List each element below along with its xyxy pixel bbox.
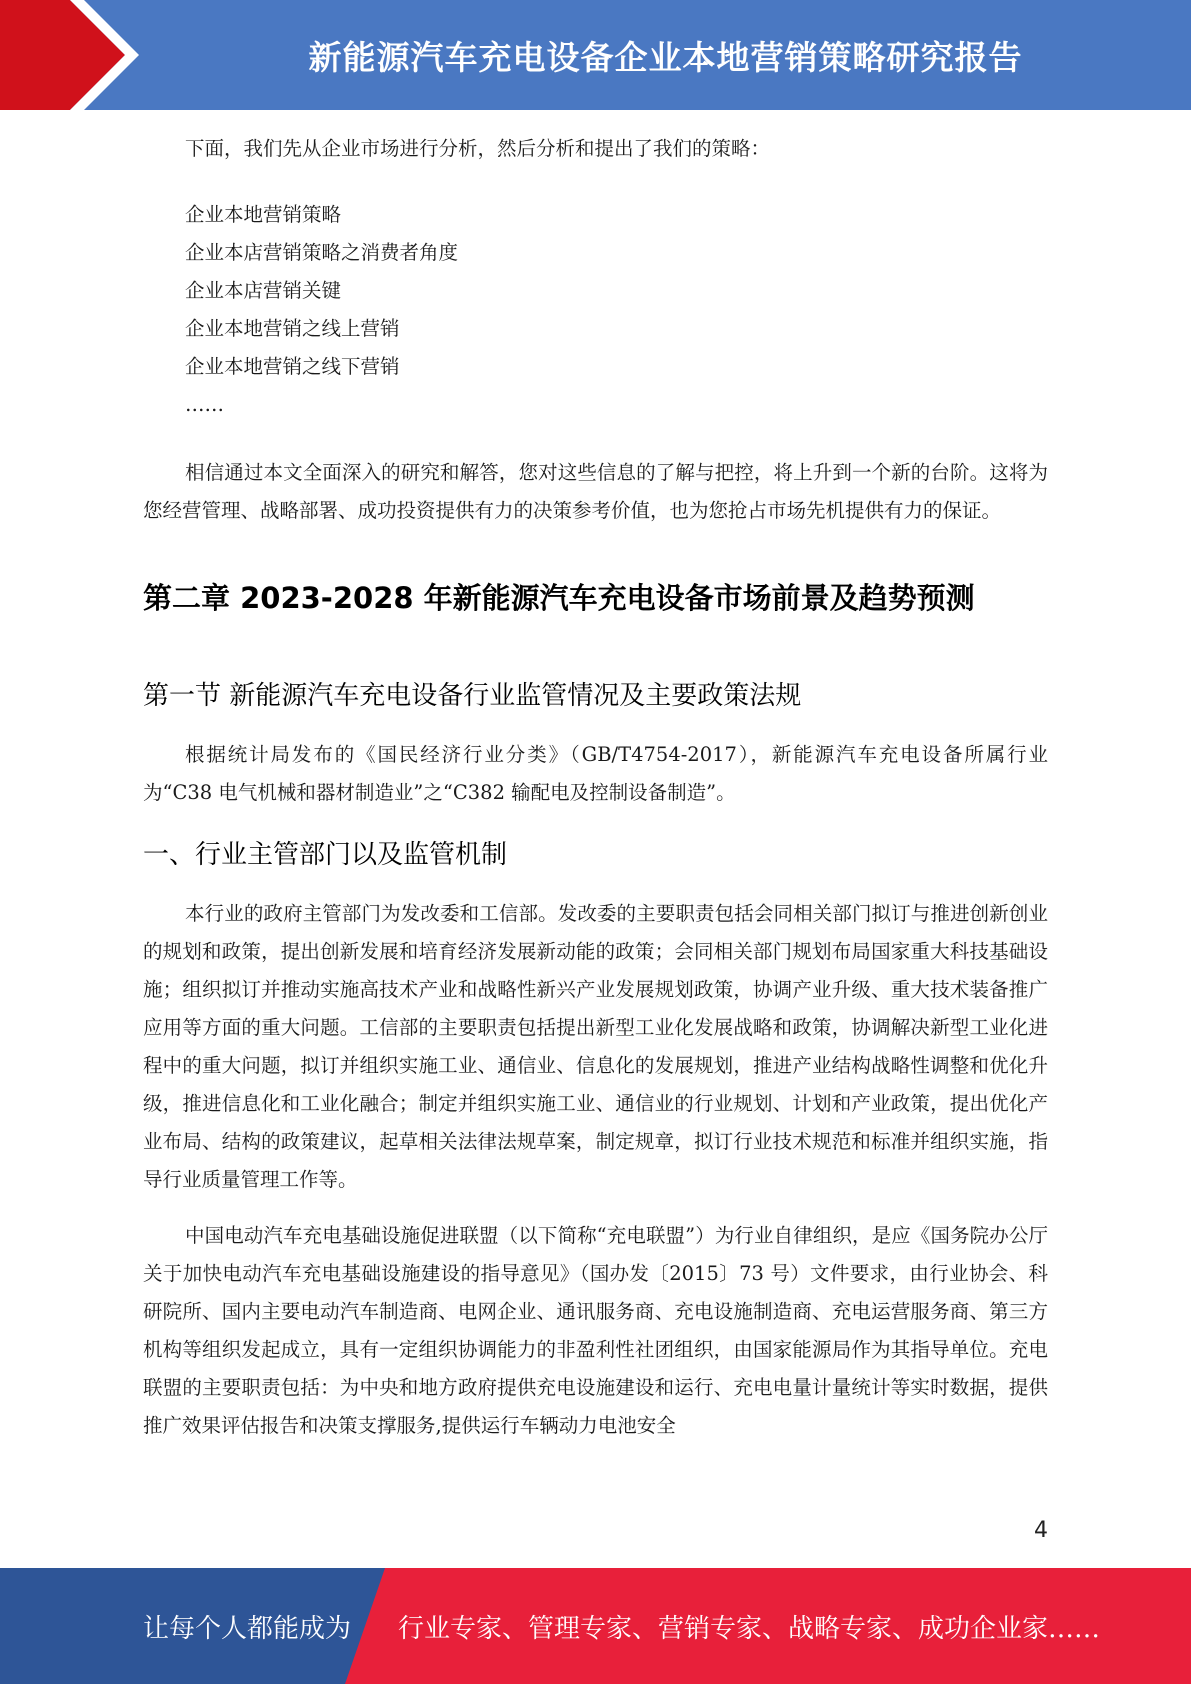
section-paragraph: 根据统计局发布的《国民经济行业分类》（GB/T4754-2017），新能源汽车充电设备所属行业为“C38 电气机械和器材制造业”之“C382 输配电及控制设备制造”。 bbox=[143, 743, 1048, 804]
strategy-list bbox=[143, 196, 1048, 424]
chapter-title: 第二章 2023-2028 年新能源汽车充电设备市场前景及趋势预测 bbox=[143, 581, 975, 615]
list-item: 企业本店营销策略之消费者角度 bbox=[185, 241, 459, 264]
alliance-paragraph: 中国电动汽车充电基础设施促进联盟（以下简称“充电联盟”）为行业自律组织，是应《国务院办公厅关于加快电动汽车充电基础设施建设的指导意见》（国办发〔2015〕73 号）文件要求，由行业协会、科研院所、国内主要电动汽车制造商、电网企业、通讯服务商、充电设施制造商、充电运营服务商、第三方机构等组织发起成立，具有一定组织协调能力的非盈利性社团组织，由国家能源局作为其指导单位。充电联盟的主要职责包括：为中央和地方政府提供充电设施建设和运行、充电电量计量统计等实时数据，提供推广效果评估报告和决策支撑服务,提供运行车辆动力电池安全 bbox=[143, 1224, 1048, 1437]
page-body bbox=[143, 130, 1048, 1445]
intro-paragraph: 下面，我们先从企业市场进行分析，然后分析和提出了我们的策略： bbox=[185, 137, 771, 160]
list-item: 企业本地营销之线上营销 bbox=[185, 317, 400, 340]
list-item: 企业本地营销策略 bbox=[185, 203, 342, 226]
list-item: 企业本店营销关键 bbox=[185, 279, 342, 302]
footer-slogan-left: 让每个人都能成为 bbox=[143, 1613, 352, 1644]
list-item: …… bbox=[185, 393, 224, 416]
page-footer bbox=[0, 1568, 1191, 1684]
section-title: 第一节 新能源汽车充电设备行业监管情况及主要政策法规 bbox=[143, 681, 802, 711]
subsection-title: 一、行业主管部门以及监管机制 bbox=[143, 840, 508, 870]
regulator-paragraph: 本行业的政府主管部门为发改委和工信部。发改委的主要职责包括会同相关部门拟订与推进创新创业的规划和政策，提出创新发展和培育经济发展新动能的政策；会同相关部门规划布局国家重大科技基础设施；组织拟订并推动实施高技术产业和战略性新兴产业发展规划政策，协调产业升级、重大技术装备推广应用等方面的重大问题。工信部的主要职责包括提出新型工业化发展战略和政策，协调解决新型工业化进程中的重大问题，拟订并组织实施工业、通信业、信息化的发展规划，推进产业结构战略性调整和优化升级，推进信息化和工业化融合；制定并组织实施工业、通信业的行业规划、计划和产业政策，提出优化产业布局、结构的政策建议，起草相关法律法规草案，制定规章，拟订行业技术规范和标准并组织实施，指导行业质量管理工作等。 bbox=[143, 902, 1048, 1191]
footer-slogan-right: 行业专家、管理专家、营销专家、战略专家、成功企业家…… bbox=[398, 1613, 1101, 1644]
page-header bbox=[0, 0, 1191, 110]
closing-paragraph: 相信通过本文全面深入的研究和解答，您对这些信息的了解与把控，将上升到一个新的台阶。这将为您经营管理、战略部署、成功投资提供有力的决策参考价值，也为您抢占市场先机提供有力的保证。 bbox=[143, 461, 1048, 522]
list-item: 企业本地营销之线下营销 bbox=[185, 355, 400, 378]
report-title: 新能源汽车充电设备企业本地营销策略研究报告 bbox=[308, 37, 1023, 77]
header-chevron-icon bbox=[0, 0, 160, 110]
page-number: 4 bbox=[1034, 1518, 1048, 1543]
